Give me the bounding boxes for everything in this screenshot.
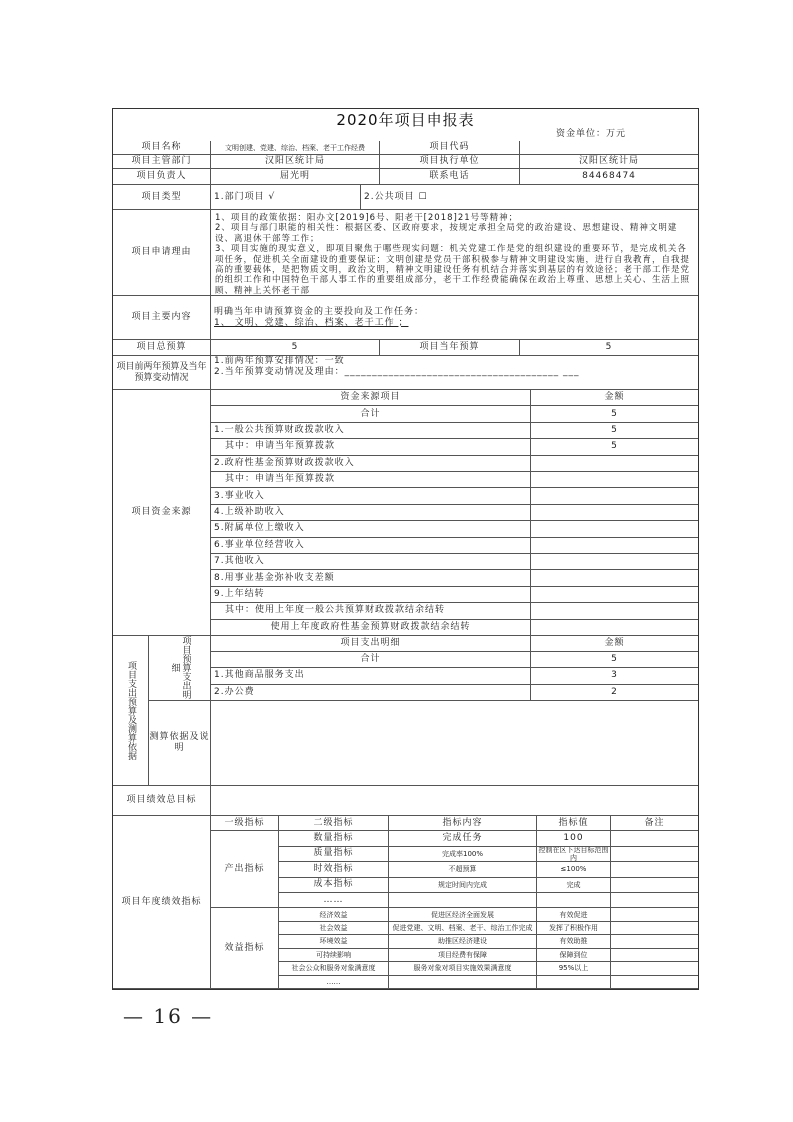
funding-row-amount: 5 <box>531 423 698 439</box>
expense-row-name: 1.其他商品服务支出 <box>211 668 531 684</box>
output-row-content <box>389 893 537 908</box>
funding-header-item: 资金来源项目 <box>211 390 531 406</box>
funding-row-name: 其中：使用上年度一般公共预算财政拨款结余结转 <box>211 603 531 619</box>
funding-row-name: 3.事业收入 <box>211 488 531 504</box>
effect-row-name: 经济效益 <box>279 908 389 921</box>
effect-indicator-label: 效益指标 <box>211 908 279 989</box>
effect-row-content: 项目经费有保障 <box>389 949 537 962</box>
funding-row-amount <box>531 620 698 636</box>
dept-label: 项目主管部门 <box>113 155 211 169</box>
funding-row-amount <box>531 521 698 537</box>
phone-value: 84468474 <box>520 169 698 185</box>
total-budget-label: 项目总预算 <box>113 340 211 356</box>
funding-row-name: 8.用事业基金弥补收支差额 <box>211 570 531 586</box>
funding-row-name: 7.其他收入 <box>211 554 531 570</box>
funding-row-amount <box>531 570 698 586</box>
effect-row-value <box>537 976 611 989</box>
effect-row-note <box>611 949 698 962</box>
funding-row-name: 4.上级补助收入 <box>211 505 531 521</box>
funding-row-amount <box>531 472 698 488</box>
funding-row-amount <box>531 554 698 570</box>
funding-row-name: 1.一般公共预算财政拨款收入 <box>211 423 531 439</box>
year-budget-value: 5 <box>520 340 698 356</box>
effect-row-value: 有效促进 <box>537 908 611 921</box>
project-name-value: 文明创建、党建、综治、档案、老干工作经费 <box>211 141 380 155</box>
expense-header-item: 项目支出明细 <box>211 636 531 652</box>
perf-header-1: 二级指标 <box>279 816 389 831</box>
expense-row-name: 合计 <box>211 652 531 668</box>
effect-row-value: 有效助推 <box>537 935 611 948</box>
output-indicator-label: 产出指标 <box>211 831 279 908</box>
funding-row-amount <box>531 538 698 554</box>
funding-row-amount <box>531 488 698 504</box>
expense-detail-label: 项目预算支出明细 <box>149 636 211 701</box>
goal-label: 项目绩效总目标 <box>113 786 211 816</box>
expense-row-amount: 3 <box>531 668 698 684</box>
content-line2: 1、 文明、党建、综治、档案、老干工作 ； <box>214 317 409 328</box>
page-number: — 16 — <box>123 1004 214 1028</box>
content-wrap <box>211 296 698 340</box>
funding-row-name: 6.事业单位经营收入 <box>211 538 531 554</box>
prev-line2: 2.当年预算变动情况及理由：_______________________________________ ___ <box>214 367 580 377</box>
output-row-name: …… <box>279 893 389 908</box>
expense-row-amount: 2 <box>531 685 698 701</box>
perf-header-3: 指标值 <box>537 816 611 831</box>
effect-row-name: 可持续影响 <box>279 949 389 962</box>
perf-header-4: 备注 <box>611 816 698 831</box>
effect-row-note <box>611 976 698 989</box>
effect-row-name: …… <box>279 976 389 989</box>
funding-row-amount <box>531 587 698 603</box>
output-row-note <box>611 847 698 862</box>
prev-budget-label: 项目前两年预算及当年预算变动情况 <box>113 356 211 390</box>
content-line1: 明确当年申请预算资金的主要投向及工作任务： <box>214 306 425 317</box>
effect-row-note <box>611 908 698 921</box>
funding-row-name: 2.政府性基金预算财政拨款收入 <box>211 456 531 472</box>
prev-line1: 1.前两年预算安排情况：一致 <box>214 356 345 366</box>
funding-row-name: 9.上年结转 <box>211 587 531 603</box>
project-code-label: 项目代码 <box>380 141 520 155</box>
owner-label: 项目负责人 <box>113 169 211 185</box>
funding-row-name: 其中：申请当年预算拨款 <box>211 439 531 455</box>
basis-value <box>211 701 698 786</box>
expense-row-amount: 5 <box>531 652 698 668</box>
effect-row-name: 社会公众和服务对象满意度 <box>279 962 389 975</box>
expense-row-name: 2.办公费 <box>211 685 531 701</box>
form-title: 2020年项目申报表 <box>336 110 475 129</box>
perf-header-0: 一级指标 <box>211 816 279 831</box>
total-budget-value: 5 <box>211 340 380 356</box>
effect-row-note <box>611 962 698 975</box>
output-row-content: 规定时间内完成 <box>389 878 537 893</box>
prev-wrap <box>211 356 698 390</box>
effect-row-note <box>611 922 698 935</box>
effect-row-content: 促进区经济全面发展 <box>389 908 537 921</box>
effect-row-content: 促进党建、文明、档案、老干、综治工作完成 <box>389 922 537 935</box>
output-row-value <box>537 893 611 908</box>
output-row-note <box>611 862 698 877</box>
output-row-content: 完成任务 <box>389 831 537 846</box>
funding-header-amount: 金额 <box>531 390 698 406</box>
reason-label: 项目申请理由 <box>113 210 211 296</box>
funding-row-amount: 5 <box>531 439 698 455</box>
output-row-value: 完成 <box>537 878 611 893</box>
effect-row-name: 社会效益 <box>279 922 389 935</box>
project-application-form <box>112 108 699 990</box>
output-row-name: 质量指标 <box>279 847 389 862</box>
funding-row-name: 合计 <box>211 406 531 422</box>
effect-row-note <box>611 935 698 948</box>
fund-unit: 资金单位：万元 <box>556 128 627 139</box>
year-budget-label: 项目当年预算 <box>380 340 520 356</box>
output-row-content: 完成率100% <box>389 847 537 862</box>
funding-row-amount <box>531 505 698 521</box>
output-row-value: ≤100% <box>537 862 611 877</box>
project-name-label: 项目名称 <box>113 141 211 155</box>
funding-row-amount <box>531 603 698 619</box>
effect-row-name: 环境效益 <box>279 935 389 948</box>
expense-header-amount: 金额 <box>531 636 698 652</box>
perf-header-2: 指标内容 <box>389 816 537 831</box>
exec-unit-value: 汉阳区统计局 <box>520 155 698 169</box>
funding-row-amount <box>531 456 698 472</box>
effect-row-value: 保障到位 <box>537 949 611 962</box>
basis-label: 测算依据及说明 <box>149 701 211 786</box>
effect-row-content <box>389 976 537 989</box>
dept-value: 汉阳区统计局 <box>211 155 380 169</box>
exec-unit-label: 项目执行单位 <box>380 155 520 169</box>
output-row-content: 不超预算 <box>389 862 537 877</box>
project-type-option2: 2.公共项目 ☐ <box>361 185 698 210</box>
goal-value <box>211 786 698 816</box>
phone-label: 联系电话 <box>380 169 520 185</box>
output-row-name: 成本指标 <box>279 878 389 893</box>
output-row-name: 数量指标 <box>279 831 389 846</box>
output-row-note <box>611 831 698 846</box>
project-code-value <box>520 141 698 155</box>
output-row-value: 控制在区下达目标范围内 <box>537 847 611 862</box>
project-type-option1: 1.部门项目 √ <box>211 185 361 210</box>
funding-row-amount: 5 <box>531 406 698 422</box>
output-row-value: 100 <box>537 831 611 846</box>
output-row-note <box>611 893 698 908</box>
output-row-name: 时效指标 <box>279 862 389 877</box>
funding-row-name: 其中：申请当年预算拨款 <box>211 472 531 488</box>
output-row-note <box>611 878 698 893</box>
effect-row-content: 助推区经济建设 <box>389 935 537 948</box>
effect-row-value: 95%以上 <box>537 962 611 975</box>
funding-source-label: 项目资金来源 <box>113 390 211 636</box>
perf-indicator-label: 项目年度绩效指标 <box>113 816 211 989</box>
effect-row-value: 发挥了积极作用 <box>537 922 611 935</box>
funding-row-name: 5.附属单位上缴收入 <box>211 521 531 537</box>
owner-value: 屈光明 <box>211 169 380 185</box>
project-type-label: 项目类型 <box>113 185 211 210</box>
effect-row-content: 服务对象对项目实施效果满意度 <box>389 962 537 975</box>
funding-row-name: 使用上年度政府性基金预算财政拨款结余结转 <box>211 620 531 636</box>
expense-outer-label: 项目支出预算及测算依据 <box>113 636 149 786</box>
reason-text: 1、项目的政策依据：阳办文[2019]6号、阳老干[2018]21号等精神； 2、项目与部门职能的相关性：根据区委、区政府要求，按规定承担全局党的政治建设、思想建设、精神文明建设、离退休干部等工作； 3、项目实施的现实意义，即项目聚焦于哪些现实问题：机关党建工作是党的组织建设的重要环节，是完成机关各项任务，促进机关全面建设的重要保证；文明创建是党员干部积极参与精神文明建设实施，进行自我教育，自我提高的重要载体，是把物质文明，政治文明，精神文明建设任务有机结合并落实到基层的有效途径；老干部工作是党的组织工作和中国特色干部人事工作的重要组成部分，老干工作经费能确保在政治上尊重、思想上关心、生活上照顾、精神上关怀老干部 <box>211 210 698 296</box>
content-label: 项目主要内容 <box>113 296 211 340</box>
